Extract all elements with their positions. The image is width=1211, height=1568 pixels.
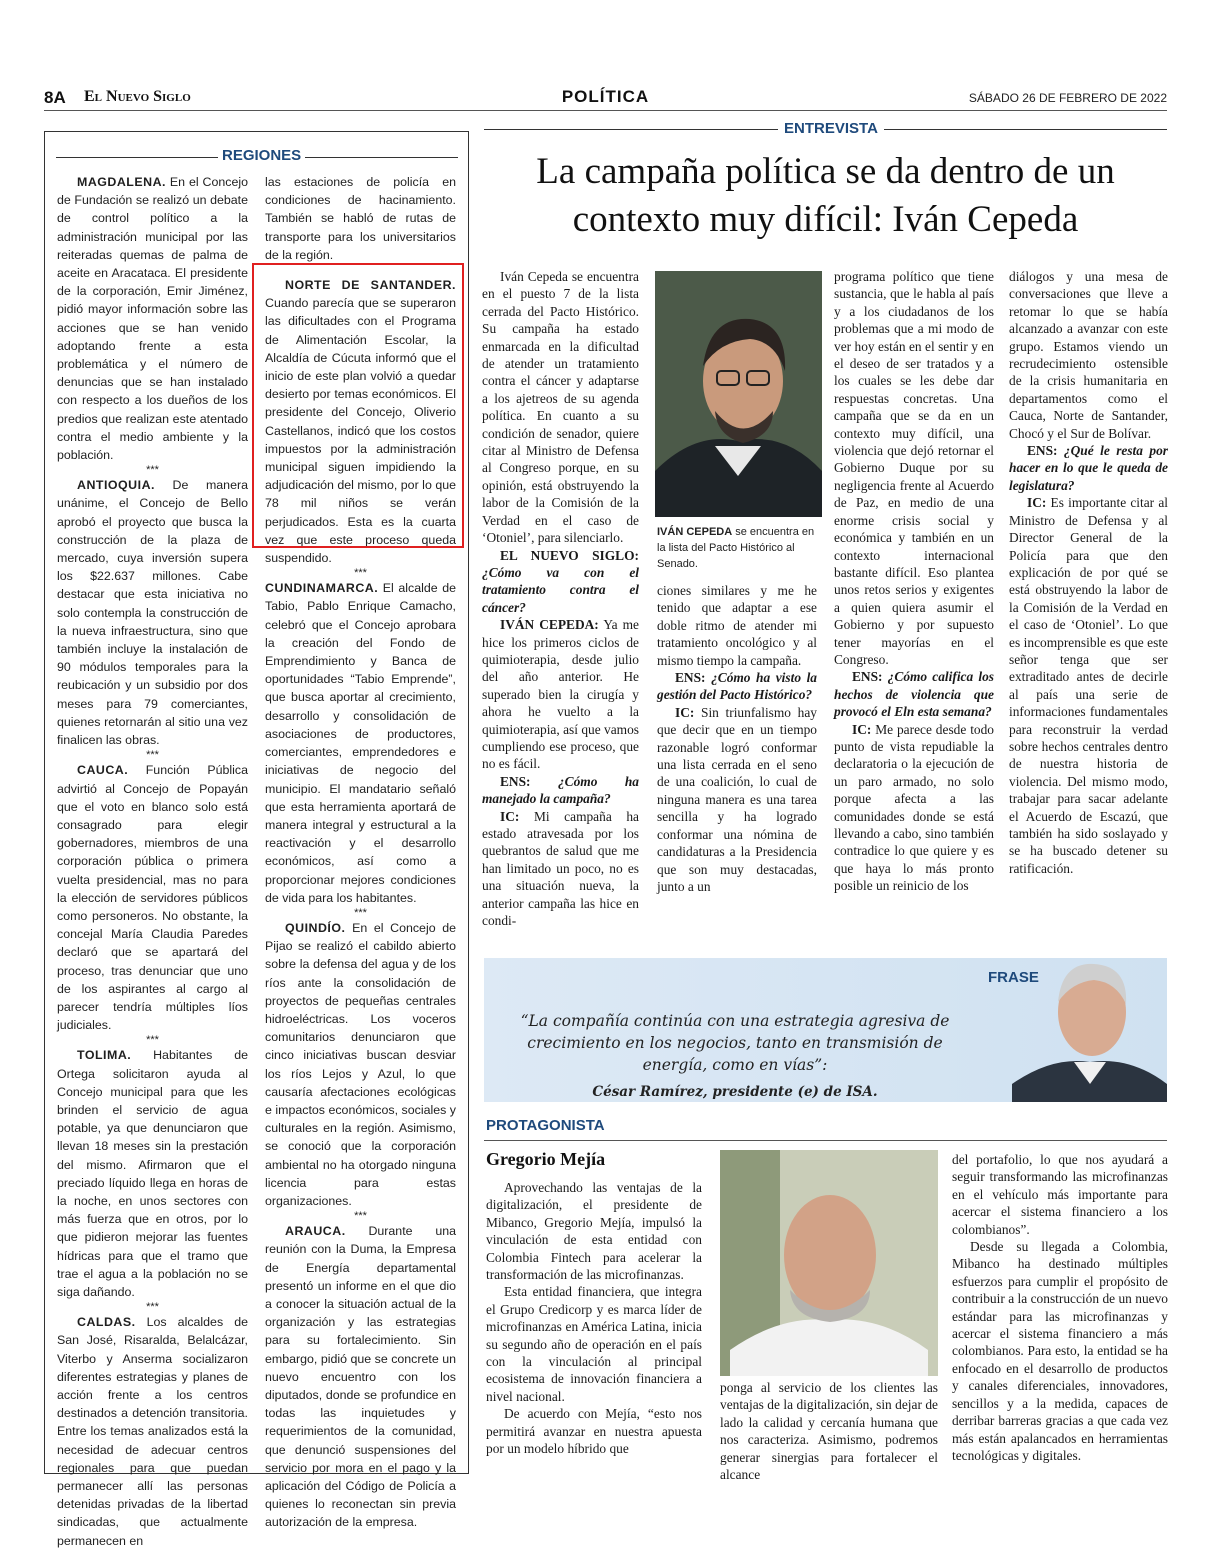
- answer-text: Sin triunfalismo hay que decir que en un tiempo razonable logró conformar una lista cerrada en el seno de una coalición, lo cual de ninguna manera es una tarea sencilla y ha logrado conformar una nómina de candidaturas a la Presidencia que son muy destacadas, junto a un: [657, 704, 817, 894]
- question-text: ¿Cómo ha visto la gestión del Pacto Histórico?: [657, 670, 817, 703]
- interview-label: ENTREVISTA: [778, 120, 884, 137]
- region-text: Función Pública advirtió al Concejo de Popayán que el voto en blanco solo está consagrado para elegir gobernadores, miembros de una corporación pública o primera vuelta presidencial, mas no para la elección de servidores públicos como personeros. No obstante, la concejal María Claudia Paredes declaró que se apartará del proceso, tras denunciar que uno de los aspirantes al cargo al parecer tendría múltiples líos judiciales.: [57, 763, 248, 1033]
- interview-intro: [482, 268, 639, 547]
- protagonist-column-3: [952, 1151, 1168, 1464]
- portrait-icon: [1012, 944, 1167, 1102]
- protagonist-label: PROTAGONISTA: [486, 1117, 605, 1134]
- newspaper-name: El Nuevo Siglo: [84, 88, 191, 105]
- paragraph: [486, 1405, 702, 1457]
- region-text: El alcalde de Tabio, Pablo Enrique Camacho, celebró que el Concejo aprobara la creación del Fondo de Emprendimiento y Banca de oportunidades “Tabio Emprende”, que busca aportar al crecimiento, desarrollo y consolidación de asociaciones de productores, comerciantes, emprendedores e iniciativas de negocio del municipio. El mandatario señaló que esta herramienta aportará de manera integral y estructural a la reactivación y el desarrollo económicos, así como a proporcionar mejores condiciones de vida para los habitantes.: [265, 581, 456, 905]
- paragraph: [486, 1283, 702, 1405]
- issue-date: SÁBADO 26 DE FEBRERO DE 2022: [968, 91, 1167, 105]
- portrait-icon: [655, 271, 822, 517]
- question: [834, 668, 994, 720]
- protagonist-column-1: [486, 1179, 702, 1458]
- region-item: [265, 579, 456, 907]
- interview-column-4: [1009, 268, 1168, 877]
- question-text: ¿Cómo ha manejado la campaña?: [482, 773, 639, 807]
- answer-continuation: diálogos y una mesa de conversaciones que lleve a retomar lo que se había alcanzado a avanzar con este grupo. Estamos viendo un recrudecimiento ostensible de la crisis humanitaria en departamentos como el Cauca, Norte de Santander, Chocó y el Sur de Bolívar.: [1009, 269, 1168, 441]
- interviewer: ENS:: [500, 773, 531, 789]
- answer-continuation: ciones similares y me he tenido que adaptar a ese doble ritmo de atender mi tratamiento oncológico y al mismo tiempo la campaña.: [657, 583, 817, 668]
- interview-column-2: [657, 582, 817, 895]
- region-name: CAUCA.: [77, 763, 129, 778]
- answer-continuation: programa político que tiene sustancia, que le habla al país y a los ciudadanos de los problemas que a mi modo de ver hoy están en el sentir y en el deseo de ser tratados y a los cuales se les debe dar respuestas concretas. Una campaña que se da en un contexto muy difícil, una violencia que dejó retornar el Gobierno Duque por su negligencia frente al Acuerdo de Paz, en medio de una enorme crisis social y económica y también en un contexto internacional bastante difícil. Eso plantea unos retos serios y exigentes a quien quiera asumir el Gobierno y por supuesto tener mayorías en el Congreso.: [834, 269, 994, 667]
- question-text: ¿Cómo va con el tratamiento contra el cáncer?: [482, 564, 639, 615]
- quote-label: FRASE: [988, 969, 1039, 986]
- question: [1009, 442, 1168, 494]
- cesar-ramirez-photo: [1012, 944, 1167, 1102]
- question-text: ¿Cómo califica los hechos de violencia que provocó el Eln esta semana?: [834, 669, 994, 720]
- separator: ***: [354, 1210, 367, 1223]
- paragraph-continuation: ponga al servicio de los clientes las ventajas de la digitalización, sin dejar de lado la calidad y cercanía humana que nos caracteriza. Asimismo, podremos generar sinergias para fortalecer el alcance: [720, 1380, 938, 1483]
- protagonist-name: Gregorio Mejía: [486, 1149, 606, 1169]
- interviewee: IC:: [1027, 495, 1047, 511]
- section-title: POLÍTICA: [561, 87, 650, 106]
- caption-name: IVÁN CEPEDA: [657, 526, 733, 538]
- region-item: [265, 919, 456, 1210]
- paragraph-text: Esta entidad financiera, que integra el Grupo Credicorp y es marca líder de microfinanzas en América Latina, inicia su segundo año de operación en el país con la vinculación al principal ecosistema de innovación financiera a nivel nacional.: [486, 1284, 702, 1404]
- regions-label: REGIONES: [218, 147, 305, 164]
- interview-headline: La campaña política se da dentro de un contexto muy difícil: Iván Cepeda: [536, 151, 1115, 240]
- paragraph: [486, 1179, 702, 1283]
- region-name: ANTIOQUIA.: [77, 478, 155, 493]
- region-text: Durante una reunión con la Duma, la Empresa de Energía departamental presentó un informe en el que dio a conocer la situación actual de la organización y las estrategias para su fortalecimiento. Sin embargo, pidió que se concrete un nuevo encuentro con los diputados, donde se profundice en todas las inquietudes y requerimientos de la comunidad, que denunció suspensiones del servicio por mora en el pago y la aplicación del Código de Policía a quienes lo reconectan sin previa autorización de la empresa.: [265, 1224, 456, 1530]
- answer: [1009, 494, 1168, 877]
- region-item: [265, 1222, 456, 1531]
- separator: ***: [146, 1301, 159, 1314]
- answer: [657, 704, 817, 895]
- ivan-cepeda-photo: [655, 271, 822, 517]
- paragraph: [952, 1238, 1168, 1464]
- separator: ***: [146, 749, 159, 762]
- region-text: Cuando parecía que se superaron las dificultades con el Programa de Alimentación Escolar, la Alcaldía de Cúcuta informó que el inicio de este plan volvió a quedar desierto por temas económicos. El presidente del Concejo, Oliverio Castellanos, indicó que los costos impuestos por la administración municipal siguen impidiendo la adjudicación del mismo, por lo que 78 mil niños se verán perjudicados. Esta es la cuarta vez que este proceso queda suspendido.: [265, 296, 456, 566]
- region-name: CUNDINAMARCA.: [265, 581, 379, 596]
- answer: [482, 808, 639, 930]
- paragraph-text: Desde su llegada a Colombia, Mibanco ha destinado múltiples esfuerzos para cumplir el propósito de contribuir a la construcción de un nuevo estándar para las microfinanzas y acercar el sistema financiero a más colombianos. Para esto, la entidad se ha enfocado en el desarrollo de productos y canales diferenciales, innovadores, sencillos y a la medida, capaces de derribar barreras gracias a que cada vez más están apalancados en herramientas tecnológicas y digitales.: [952, 1239, 1168, 1463]
- region-name: QUINDÍO.: [285, 920, 346, 935]
- paragraph-text: De acuerdo con Mejía, “esto nos permitirá avanzar en nuestra apuesta por un modelo híbrido que: [486, 1406, 702, 1457]
- region-name: NORTE DE SANTANDER.: [285, 278, 456, 293]
- highlight-box: [252, 263, 464, 548]
- separator: ***: [146, 1034, 159, 1047]
- interviewer: ENS:: [852, 669, 883, 685]
- paragraph-text: Aprovechando las ventajas de la digitalización, el presidente de Mibanco, Gregorio Mejía, impulsó la vinculación de esta entidad con Colombia Fintech para acelerar la transformación de las microfinanzas.: [486, 1180, 702, 1283]
- answer-text: Me parece desde todo punto de vista repudiable la declaratoria o la ejecución de un paro armado, no solo porque afecta a las comunidades donde se está llevando a cabo, sino también contradice lo que quiere y es que haya lo más pronto posible un reinicio de los: [834, 721, 994, 894]
- page-number: 8A: [44, 88, 66, 107]
- caption-text: se encuentra en la lista del Pacto Histórico al Senado.: [657, 526, 815, 570]
- separator: ***: [354, 906, 367, 919]
- region-text: En el Concejo de Fundación se realizó un debate de control político a la administración municipal por las reiteradas quemas de palma de aceite en Aracataca. El presidente de la corporación, Emir Jiménez, pidió mayor información sobre las acciones que se han venido adoptando frente a esta problemática y el número de denuncias que se han instalado con respecto a los dueños de los predios que realizan este atentado contra el medio ambiente y la población.: [57, 175, 248, 463]
- region-item: [57, 1046, 248, 1301]
- interviewee: IC:: [500, 808, 520, 824]
- regions-column-1: [57, 173, 248, 1550]
- region-name: TOLIMA.: [77, 1048, 132, 1063]
- protagonist-divider: [484, 1140, 1167, 1141]
- question-text: ¿Qué le resta por hacer en lo que le queda de legislatura?: [1009, 443, 1168, 493]
- answer-text: Ya me hice los primeros ciclos de quimioterapia, desde julio del año anterior. He superado bien la cirugía y ahora he vuelto a la quimioterapia, así que vamos cumpliendo ese proceso, que no es fácil.: [482, 617, 639, 772]
- region-text: Habitantes de Ortega solicitaron ayuda al Concejo municipal para que les brinden el servicio de agua potable, ya que denunciaron que llevan 18 meses sin la prestación del mismo. Afirmaron que el preciado líquido llega en horas de la noche, en unos sectores con más fuerza que en otros, por lo que pidieron mejorar las fuentes hídricas para que el tramo que trae el agua a la población no se siga dañando.: [57, 1048, 248, 1299]
- answer: [834, 721, 994, 895]
- protagonist-column-2: [720, 1379, 938, 1483]
- region-name: CALDAS.: [77, 1315, 136, 1330]
- header-divider: [44, 110, 1167, 111]
- interviewee: IC:: [675, 704, 695, 720]
- interviewer: EL NUEVO SIGLO:: [500, 547, 639, 563]
- answer: [482, 616, 639, 773]
- portrait-icon: [720, 1150, 938, 1376]
- question: [482, 547, 639, 617]
- interview-column-1a: [482, 268, 639, 929]
- interviewer: ENS:: [1027, 443, 1058, 459]
- paragraph: del portafolio, lo que nos ayudará a seguir transformando las microfinanzas en el vehículo más importante para acercar el sistema financiero a los colombianos”.: [952, 1152, 1168, 1237]
- photo-caption: [657, 524, 817, 572]
- answer-text: Es importante citar al Ministro de Defensa y al Director General de la Policía para que den explicación de por qué se está obstruyendo la labor de la Comisión de la Verdad en el caso de ‘Otoniel’. Lo que es incomprensible es que este señor tenga que ser extraditado antes de decirle al país una serie de informaciones fundamentales para reconstruir la verdad sobre hechos centrales dentro de nuestra historia de violencia. Del mismo modo, trabajar para sacar adelante el Acuerdo de Escazú, que también ha sido soslayado y se ha buscado detener su ratificación.: [1009, 495, 1168, 876]
- region-text: De manera unánime, el Concejo de Bello aprobó el proyecto que busca la construcción de la plaza de mercado, cuya inversión supera los $22.637 millones. Cabe destacar que esta iniciativa no solo contempla la construcción de la nueva infraestructura, sino que también incluye la instalación de 90 módulos temporales para la reubicación y un subsidio por dos meses para 79 comerciantes, quienes retornarán al sitio una vez finalicen las obras.: [57, 478, 248, 748]
- separator: ***: [354, 567, 367, 580]
- region-item: [57, 476, 248, 749]
- separator: ***: [146, 464, 159, 477]
- question: [657, 669, 817, 704]
- region-item: [57, 761, 248, 1034]
- region-item: [57, 173, 248, 464]
- region-text: En el Concejo de Pijao se realizó el cabildo abierto sobre la defensa del agua y de los ríos ante la consolidación de proyectos de pequeñas centrales hidroeléctricas. Los voceros comunitarios denunciaron que cinco iniciativas buscan desviar los ríos Lejos y Azul, lo que causaría afectaciones ecológicas e impactos económicos, sociales y culturales en la región. Asimismo, se conoció que la corporación ambiental no ha otorgado ninguna licencia para estas organizaciones.: [265, 920, 456, 1208]
- question: [482, 773, 639, 808]
- region-item: [57, 1313, 248, 1550]
- region-name: MAGDALENA.: [77, 175, 166, 189]
- intro-text: Iván Cepeda se encuentra en el puesto 7 de la lista cerrada del Pacto Histórico. Su campaña ha estado enmarcada en la dificultad de atender un tratamiento contra el cáncer y adaptarse a los ajetreos de su agenda política. En cuanto a su condición de senador, quiere citar al Ministro de Defensa al Congreso porque, en su opinión, está obstruyendo la labor de la Comisión de la Verdad en el caso de ‘Otoniel’, para silenciarlo.: [482, 269, 639, 546]
- interviewee: IC:: [852, 721, 872, 737]
- region-continuation: las estaciones de policía en condiciones de hacinamiento. También se habló de rutas de transporte para los universitarios de la región.: [265, 175, 456, 262]
- quote-author: César Ramírez, presidente (e) de ISA.: [592, 1084, 878, 1100]
- answer-text: Mi campaña ha estado atravesada por los quebrantos de salud que me han limitado un poco, no es una situación nueva, la anterior campaña las hice en condi-: [482, 808, 639, 929]
- gregorio-mejia-photo: [720, 1150, 938, 1376]
- region-text: Los alcaldes de San José, Risaralda, Belalcázar, Viterbo y Anserma socializaron diferentes estrategias y planes de acción frente a los centros destinados a detención transitoria. Entre los temas analizados está la necesidad de adecuar centros regionales para que puedan permanecer allí las personas detenidas privadas de la libertad sindicadas, que actualmente permanecen en: [57, 1315, 248, 1548]
- interview-column-3: [834, 268, 994, 895]
- interviewee: IVÁN CEPEDA:: [500, 617, 599, 633]
- interviewer: ENS:: [675, 670, 706, 686]
- quote-text: “La compañía continúa con una estrategia agresiva de crecimiento en los negocios, tanto en transmisión de energía, como en vías”:: [520, 1012, 950, 1074]
- region-name: ARAUCA.: [285, 1224, 346, 1239]
